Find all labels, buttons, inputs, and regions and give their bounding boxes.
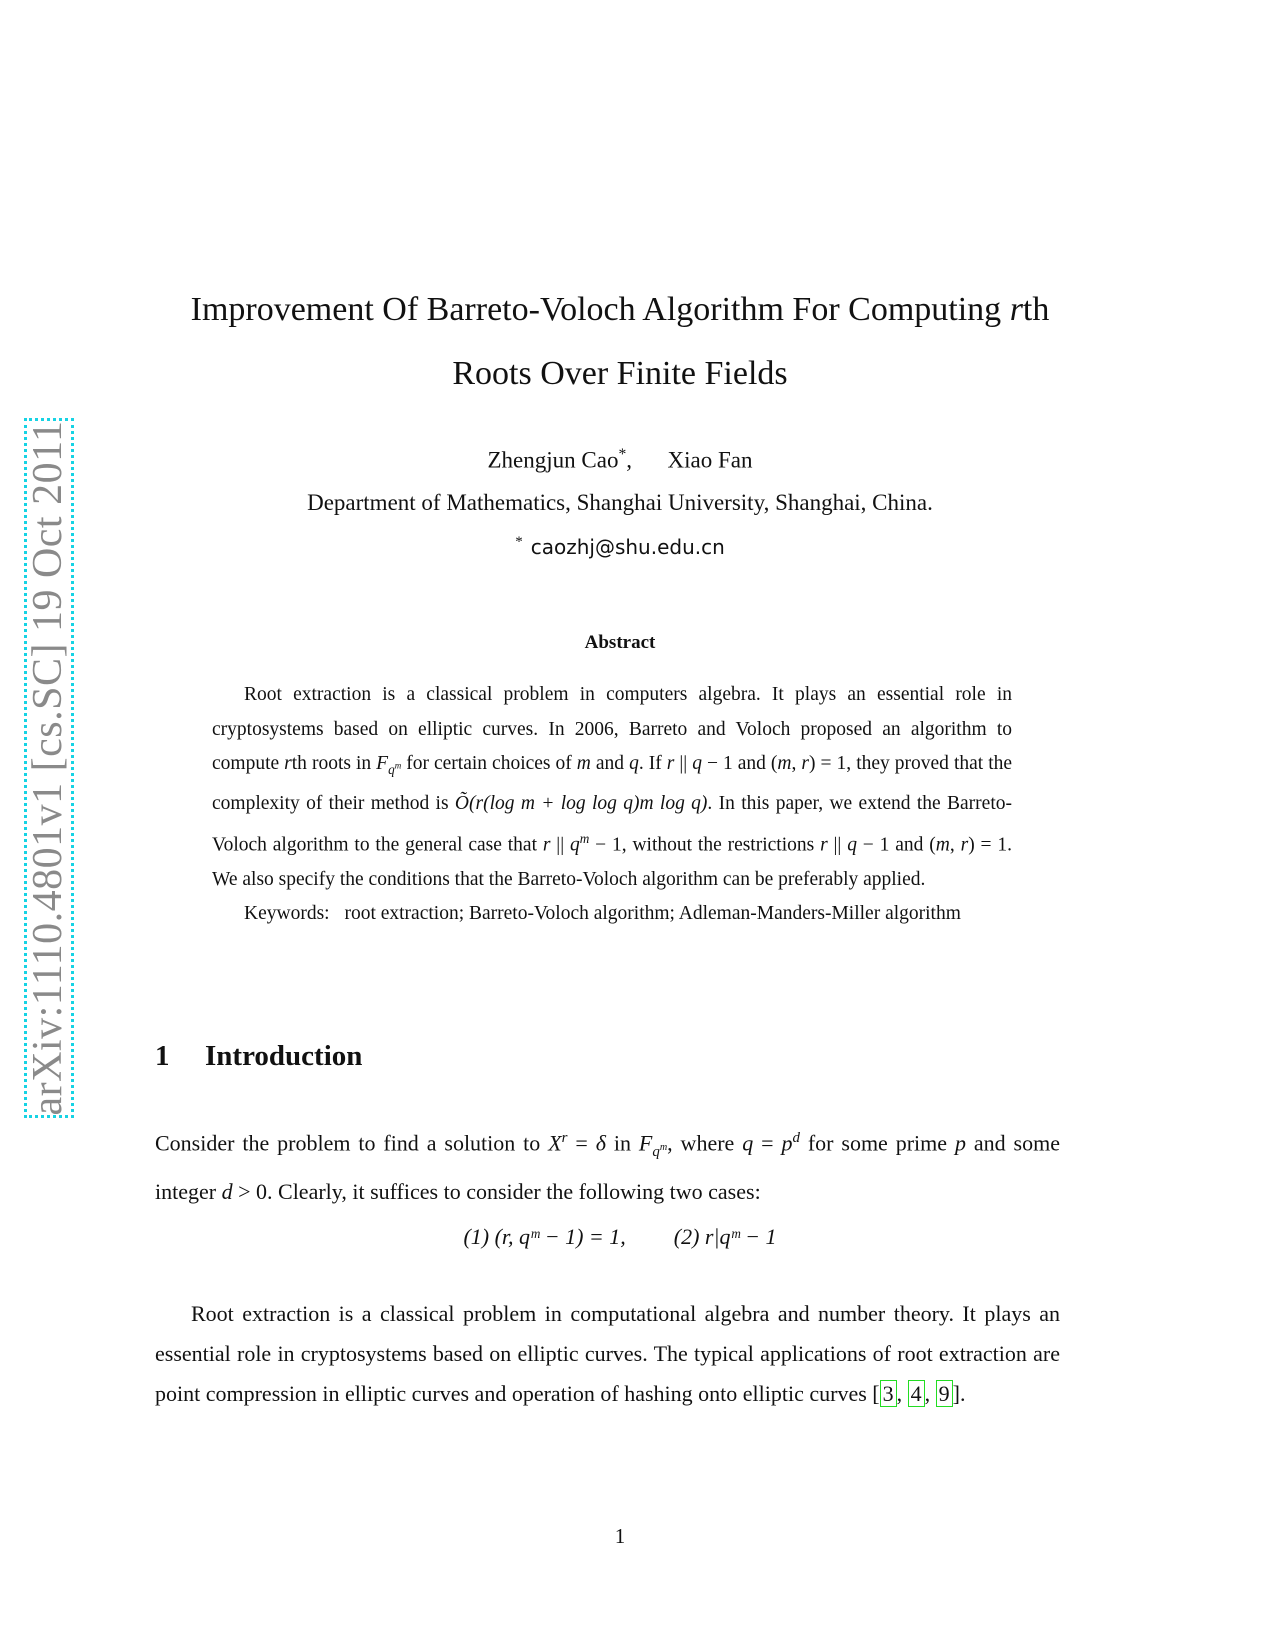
intro-paragraph-1: Consider the problem to find a solution to $X^r = \delta$ in $F_{q^m}$, where $q = p^d$ for some prime p and some integer d > 0. Clearly, it suffices to consider the following two cases: [155, 1130, 1060, 1204]
section-heading [155, 1040, 362, 1073]
case-1: (1) (r, qᵐ − 1) = 1, [463, 1224, 626, 1249]
abstract-body [212, 678, 1012, 932]
email-marker: * [515, 534, 523, 550]
corresponding-marker: * [618, 446, 627, 463]
author-list: Zhengjun Cao*, Xiao Fan [487, 446, 753, 473]
keywords [212, 897, 1012, 932]
page-number: 1 [614, 1524, 626, 1548]
cases-display-equation [120, 1224, 1120, 1250]
author-email[interactable]: caozhj@shu.edu.cn [530, 535, 725, 559]
abstract-heading: Abstract [584, 632, 656, 653]
citation-link[interactable]: 4 [908, 1380, 925, 1407]
affiliation: Department of Mathematics, Shanghai University, Shanghai, China. [307, 490, 933, 515]
author-second: Xiao Fan [667, 447, 753, 473]
keywords-label: Keywords: [244, 903, 330, 925]
citation-link[interactable]: 9 [936, 1380, 953, 1407]
author-first: Zhengjun Cao [487, 447, 619, 473]
intro-paragraph-2: Root extraction is a classical problem in computational algebra and number theory. It plays an essential role in cryptosystems based on elliptic curves. The typical applications of root extraction are point compression in elliptic curves and operation of hashing onto elliptic curves [ 3 , 4 , 9 ]. [155, 1301, 1060, 1406]
complexity-expression: Õ(r(log m + log log q)m log q) [454, 793, 708, 815]
keywords-list: root extraction; Barreto-Voloch algorithm; Adleman-Manders-Miller algorithm [344, 903, 961, 925]
case-2: (2) r|qᵐ − 1 [673, 1224, 777, 1249]
section-title: Introduction [205, 1040, 363, 1072]
title-line-1: Improvement Of Barreto-Voloch Algorithm For Computing rth [190, 291, 1050, 328]
section-number: 1 [155, 1040, 170, 1072]
email-line [120, 534, 1120, 559]
abstract-text: Root extraction is a classical problem in computers algebra. It plays an essential role in cryptosystems based on elliptic curves. In 2006, Barreto and Voloch proposed an algorithm to compute rth roots in $F_{q^m}$ for certain choices of m and q. If r || q − 1 and (m, r) = 1, they proved that the complexity of their method is Õ(r(log m + log log q)m log q). In this paper, we extend the Barreto-Voloch algorithm to the general case that r || $q^m - 1$, without the restrictions r || q − 1 and (m, r) = 1. We also specify the conditions that the Barreto-Voloch algorithm can be preferably applied. [212, 684, 1013, 890]
paper-title [120, 278, 1120, 406]
title-line-2: Roots Over Finite Fields [452, 355, 788, 392]
citation-link[interactable]: 3 [880, 1380, 897, 1407]
arxiv-stamp: arXiv:1110.4801v1 [cs.SC] 19 Oct 2011 [25, 420, 71, 1116]
